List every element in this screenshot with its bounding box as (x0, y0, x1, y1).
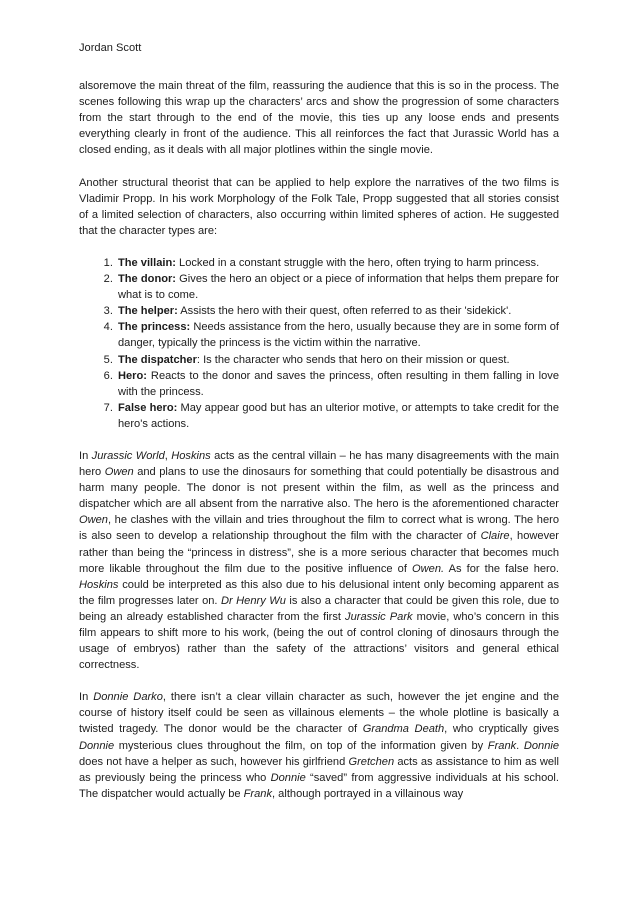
list-item: 5. The dispatcher: Is the character who sends that hero on their mission or quest. (116, 352, 559, 368)
list-item: 4. The princess: Needs assistance from the hero, usually because they are in some form of danger, typically the princess is the victim within the narrative. (116, 319, 559, 351)
page-header-author: Jordan Scott (79, 42, 142, 54)
list-item: 3. The helper: Assists the hero with their quest, often referred to as their 'sidekick'. (116, 303, 559, 319)
list-item: 2. The donor: Gives the hero an object or a piece of information that helps them prepare for what is to come. (116, 271, 559, 303)
list-item: 7. False hero: May appear good but has an ulterior motive, or attempts to take credit for the hero's actions. (116, 400, 559, 432)
list-item: 1. The villain: Locked in a constant struggle with the hero, often trying to harm princess. (116, 255, 559, 271)
paragraph-jurassic-world: In Jurassic World, Hoskins acts as the central villain – he has many disagreements with the main hero Owen and plans to use the dinosaurs for something that could potentially be disastrous and harm many people. The donor is not present within the film, as well as the princess and dispatcher which are all absent from the narrative also. The hero is the aforementioned character Owen, he clashes with the villain and tries throughout the film to correct what is wrong. The hero is also seen to develop a relationship throughout the film with the character of Claire, however rather than being the “princess in distress”, she is a more serious character that becomes much more likable throughout the film due to the positive influence of Owen. As for the false hero. Hoskins could be interpreted as this also due to his delusional intent only becoming apparent as the film progresses later on. Dr Henry Wu is also a character that could be given this role, due to being an already established character from the first Jurassic Park movie, who’s concern in this film appears to shift more to his work, (being the out of control cloning of dinosaurs through the usage of embryos) rather than the safety of the attractions’ visitors and general ethical correctness. (79, 449, 559, 672)
propp-character-list (79, 255, 559, 432)
paragraph-donnie-darko: In Donnie Darko, there isn’t a clear villain character as such, however the jet engine and the course of history itself could be seen as villainous elements – the whole plotline is basically a twisted tragedy. The donor would be the character of Grandma Death, who cryptically gives Donnie mysterious clues throughout the film, on top of the information given by Frank. Donnie does not have a helper as such, however his girlfriend Gretchen acts as assistance to him as well as previously being the princess who Donnie “saved” from aggressive individuals at his school. The dispatcher would actually be Frank, although portrayed in a villainous way (79, 691, 559, 800)
paragraph-closed-ending: alsoremove the main threat of the film, reassuring the audience that this is so in the process. The scenes following this wrap up the characters’ arcs and show the progression of some characters from the start through to the end of the movie, this ties up any loose ends and presents everything clearly in front of the audience. This all reinforces the fact that Jurassic World has a closed ending, as it deals with all major plotlines within the single movie. (79, 80, 559, 157)
list-item: 6. Hero: Reacts to the donor and saves the princess, often resulting in them falling in love with the princess. (116, 368, 559, 400)
paragraph-propp-intro: Another structural theorist that can be applied to help explore the narratives of the two films is Vladimir Propp. In his work Morphology of the Folk Tale, Propp suggested that all stories consist of a limited selection of characters, also occurring within limited spheres of action. He suggested that the character types are: (79, 176, 559, 237)
